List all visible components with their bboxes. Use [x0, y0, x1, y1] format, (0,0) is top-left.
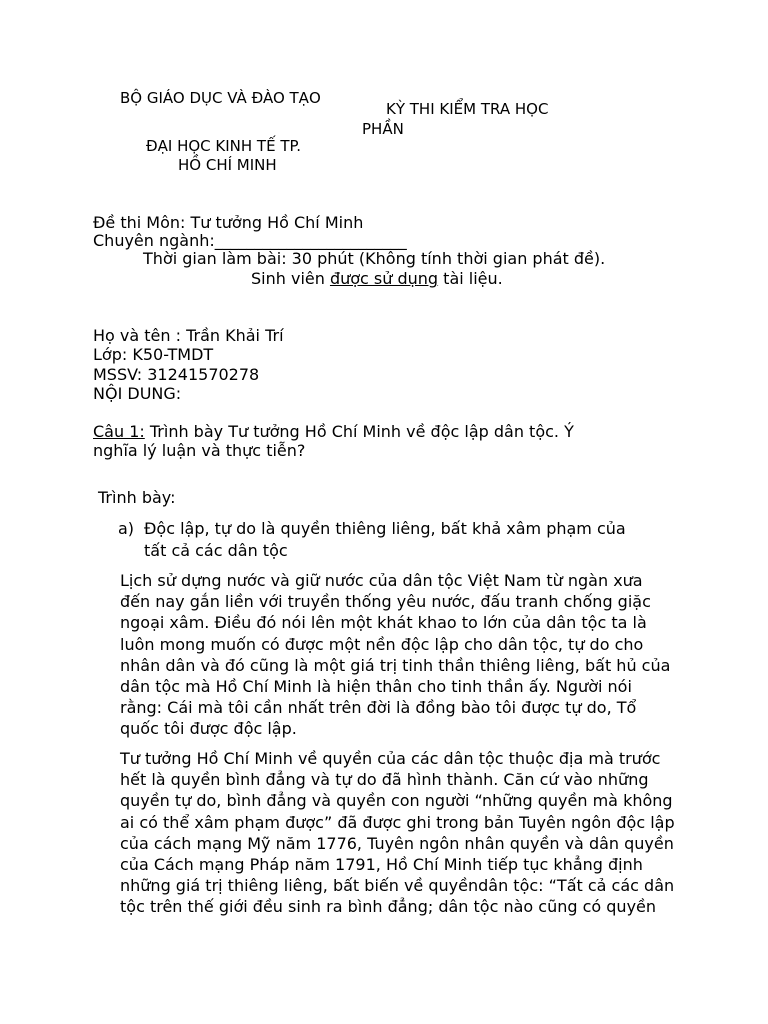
question-line2: nghĩa lý luận và thực tiễn? — [93, 441, 306, 460]
paragraph-line: Lịch sử dựng nước và giữ nước của dân tộc Việt Nam từ ngàn xưa — [120, 571, 643, 590]
answer-heading: Trình bày: — [98, 488, 176, 507]
paragraph-line: ai có thể xâm phạm được” đã được ghi trong bản Tuyên ngôn độc lập — [120, 812, 675, 832]
university-name-line2: HỒ CHÍ MINH — [178, 156, 277, 174]
materials-suffix: tài liệu. — [438, 269, 503, 288]
question-text: Trình bày Tư tưởng Hồ Chí Minh về độc lập dân tộc. Ý — [144, 422, 574, 441]
ministry-name: BỘ GIÁO DỤC VÀ ĐÀO TẠO — [120, 89, 321, 107]
paragraph-line: đến nay gắn liền với truyền thống yêu nước, đấu tranh chống giặc — [120, 592, 651, 612]
item-a-line1: Độc lập, tự do là quyền thiêng liêng, bất khả xâm phạm của — [144, 519, 626, 538]
paragraph-line: hết là quyền bình đẳng và tự do đã hình thành. Căn cứ vào những — [120, 770, 649, 790]
paragraph-1 — [120, 570, 680, 740]
paragraph-line: Tư tưởng Hồ Chí Minh về quyền của các dân tộc thuộc địa mà trước — [120, 749, 661, 768]
paragraph-line: tộc trên thế giới đều sinh ra bình đẳng; dân tộc nào cũng có quyền — [120, 897, 657, 917]
paragraph-line: quyền tự do, bình đẳng và quyền con người “những quyền mà không — [120, 791, 673, 811]
question-line1 — [93, 421, 638, 442]
exam-major: Chuyên ngành:________________________ — [93, 231, 407, 250]
item-a-line2: tất cả các dân tộc — [144, 541, 288, 560]
university-name-line1: ĐẠI HỌC KINH TẾ TP. — [146, 137, 301, 155]
exam-title-line2: PHẦN — [362, 120, 404, 138]
item-a-marker: a) — [118, 519, 135, 538]
materials-prefix: Sinh viên — [251, 269, 330, 288]
paragraph-line: luôn mong muốn có được một nền độc lập cho dân tộc, tự do cho — [120, 634, 644, 654]
paragraph-line: nhân dân và đó cũng là một giá trị tinh thần thiêng liêng, bất hủ của — [120, 655, 671, 675]
materials-allowed: được sử dụng — [329, 269, 439, 288]
exam-duration: Thời gian làm bài: 30 phút (Không tính thời gian phát đề). — [143, 249, 606, 268]
student-class: Lớp: K50-TMDT — [93, 345, 214, 364]
question-label: Câu 1: — [93, 422, 145, 441]
paragraph-line: những giá trị thiêng liêng, bất biến về quyềndân tộc: “Tất cả các dân — [120, 876, 675, 896]
paragraph-2 — [120, 748, 680, 918]
student-id: MSSV: 31241570278 — [93, 365, 260, 384]
exam-subject: Đề thi Môn: Tư tưởng Hồ Chí Minh — [93, 213, 364, 232]
paragraph-line: của cách mạng Mỹ năm 1776, Tuyên ngôn nhân quyền và dân quyền — [120, 833, 674, 853]
paragraph-line: rằng: Cái mà tôi cần nhất trên đời là đồng bào tôi được tự do, Tổ — [120, 698, 637, 718]
paragraph-line: của Cách mạng Pháp năm 1791, Hồ Chí Minh tiếp tục khẳng định — [120, 855, 643, 875]
content-label: NỘI DUNG: — [93, 384, 182, 403]
paragraph-line: ngoại xâm. Điều đó nói lên một khát khao to lớn của dân tộc ta là — [120, 613, 647, 633]
paragraph-line: quốc tôi được độc lập. — [120, 719, 297, 739]
exam-title-line1: KỲ THI KIỂM TRA HỌC — [386, 100, 549, 118]
exam-materials — [251, 268, 503, 289]
paragraph-line: dân tộc mà Hồ Chí Minh là hiện thân cho tinh thần ấy. Người nói — [120, 677, 632, 697]
student-name: Họ và tên : Trần Khải Trí — [93, 326, 284, 345]
